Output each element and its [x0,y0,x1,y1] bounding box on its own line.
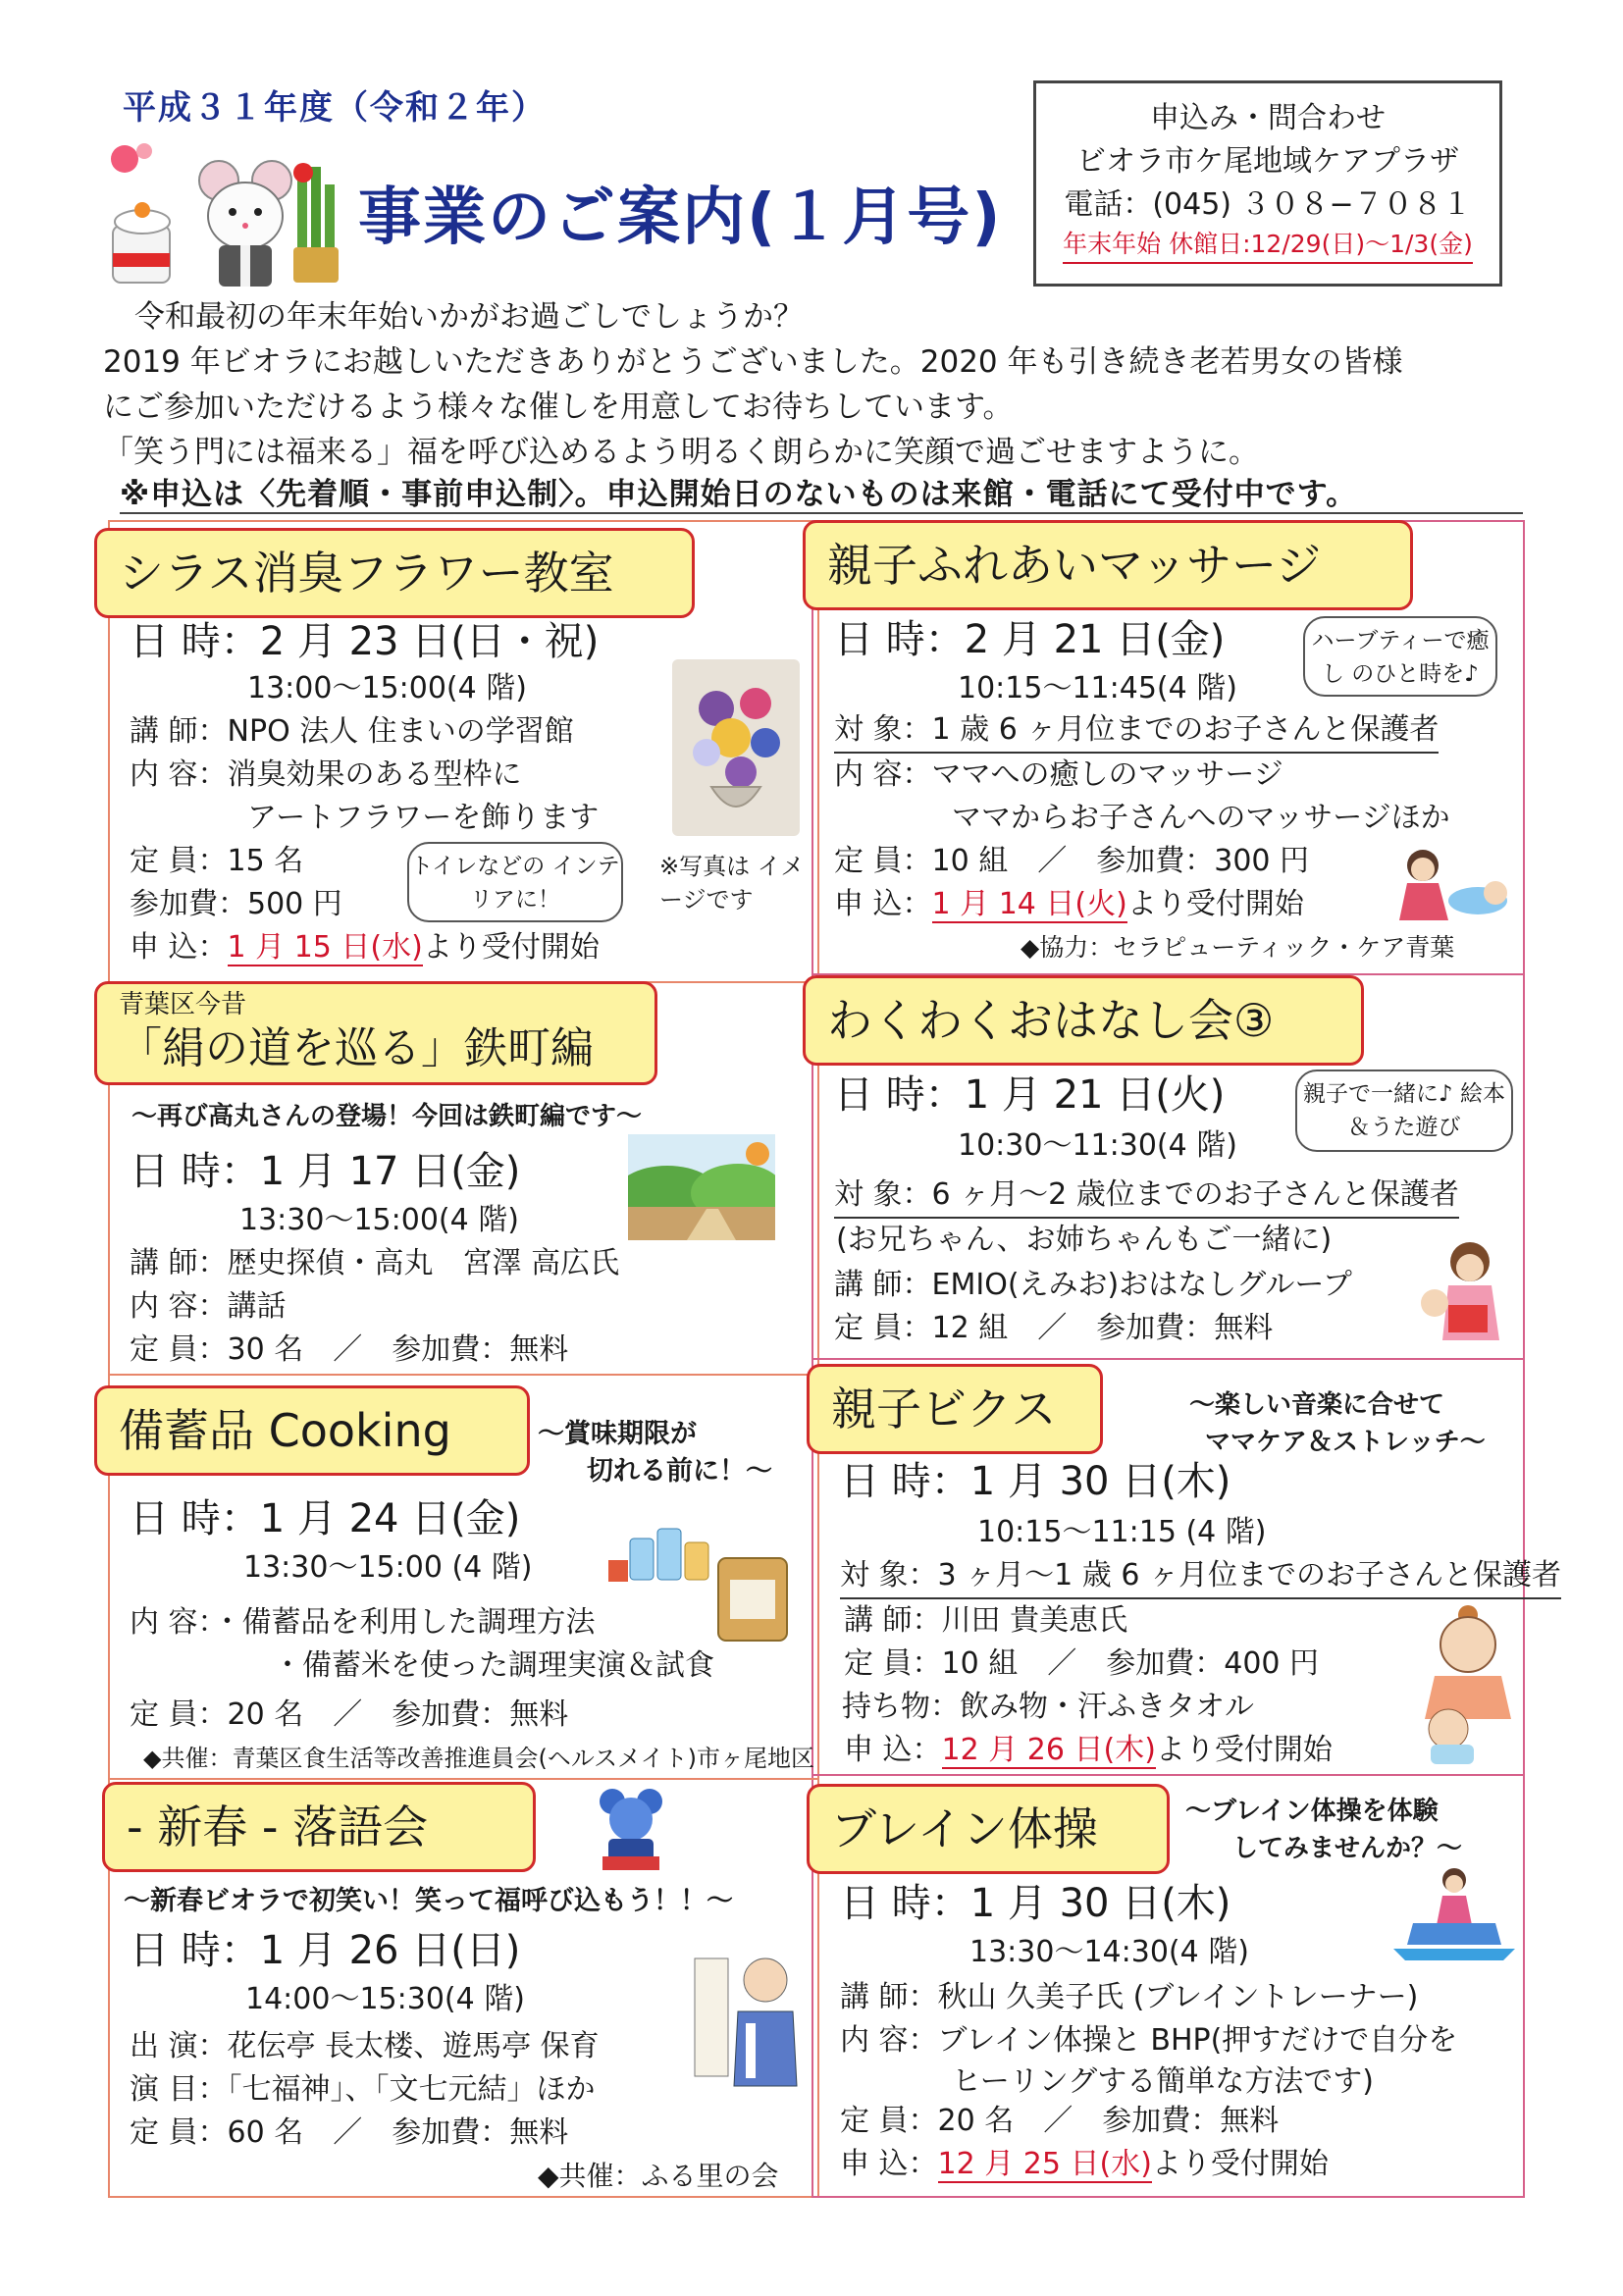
picture-book-reading-illustration [1409,1238,1515,1348]
rakugo-performer-illustration [687,1939,801,2096]
cooking-content: 内 容：・備蓄品を利用した調理方法 [130,1605,596,1640]
story-target-note: (お兄ちゃん、お姉ちゃんもご一緒に) [836,1223,1333,1257]
silk-road-title: 「絹の道を巡る」鉄町編 [119,1023,594,1073]
massage-apply [834,883,1304,926]
contact-box [1033,80,1502,287]
apply-label: 申 込： [844,1733,942,1767]
cooking-title: 備蓄品 Cooking [94,1385,530,1476]
landscape-illustration [628,1134,775,1240]
rakugo-capacity: 定 員：60 名 ／ 参加費：無料 [130,2115,569,2150]
section-divider [812,1358,1525,1360]
apply-suffix: より受付開始 [1151,2147,1329,2181]
story-date: 日 時：1 月 21 日(火) [834,1072,1226,1118]
photo-note: ※写真は イメージです [659,853,805,913]
rakugo-title: - 新春 - 落語会 [102,1782,536,1872]
massage-target: 対 象：1 歳 6 ヶ月位までのお子さんと保護者 [834,708,1439,754]
apply-label: 申 込： [130,930,228,965]
flower-arrangement-photo [672,659,800,836]
flower-apply [130,926,600,969]
silk-road-date: 日 時：1 月 17 日(金) [130,1149,521,1194]
bix-items: 持ち物：飲み物・汗ふきタオル [842,1690,1254,1724]
silk-road-subtitle: 青葉区今昔 [119,990,247,1019]
contact-heading: 申込み・問合わせ [1150,101,1386,135]
apply-date: 1 月 15 日(水) [227,930,423,965]
rakugo-performers: 出 演：花伝亭 長太楼、遊馬亭 保育 [130,2029,600,2063]
application-note: ※申込は〈先着順・事前申込制〉。申込開始日のないものは来館・電話にて受付中です。 [120,477,1358,512]
bix-tagline-2: ママケア＆ストレッチ〜 [1205,1428,1486,1457]
flower-content-2: アートフラワーを飾ります [247,801,600,835]
rakugo-time: 14:00〜15:30(4 階) [245,1982,525,2016]
brain-time: 13:30〜14:30(4 階) [969,1935,1249,1969]
story-capacity: 定 員：12 組 ／ 参加費：無料 [834,1311,1274,1345]
massage-capacity: 定 員：10 組 ／ 参加費：300 円 [834,844,1310,878]
flower-capacity: 定 員：15 名 [130,844,304,878]
mother-with-baby-illustration [1413,1601,1519,1766]
flower-callout-bubble: トイレなどの インテリアに！ [407,842,623,922]
massage-cooperation: ◆協力：セラピューティック・ケア青葉 [1021,933,1455,962]
massage-title: 親子ふれあいマッサージ [803,520,1413,610]
contact-facility: ビオラ市ケ尾地域ケアプラザ [1076,144,1459,179]
brain-tagline: 〜ブレイン体操を体験 [1185,1797,1439,1826]
silk-road-title-box [94,981,657,1085]
brain-exercise-title: ブレイン体操 [807,1784,1170,1874]
apply-suffix: より受付開始 [1126,887,1304,921]
massage-time: 10:15〜11:45(4 階) [958,671,1237,705]
story-time-title: わくわくおはなし会③ [803,975,1364,1066]
story-lecturer: 講 師：EMIO(えみお)おはなしグループ [834,1268,1352,1302]
section-divider [108,1778,819,1780]
yoga-pose-illustration [1393,1864,1515,1962]
cooking-date: 日 時：1 月 24 日(金) [130,1496,521,1541]
story-time: 10:30〜11:30(4 階) [958,1128,1237,1163]
story-target: 対 象：6 ヶ月〜2 歳位までのお子さんと保護者 [834,1174,1459,1219]
apply-date: 1 月 14 日(火) [931,887,1127,921]
intro-line: 2019 年ビオラにお越しいただきありがとうございました。2020 年も引き続き老若男女の皆様 [103,344,1403,380]
flower-fee: 参加費：500 円 [130,887,342,921]
brain-capacity: 定 員：20 名 ／ 参加費：無料 [840,2104,1280,2138]
flower-lecturer: 講 師：NPO 法人 住まいの学習館 [130,714,574,749]
cooking-tagline: 〜賞味期限が [538,1419,697,1449]
section-divider [812,1774,1525,1776]
brain-content: 内 容：ブレイン体操と BHP(押すだけで自分を [840,2023,1458,2058]
divider [120,512,1523,514]
rakugo-tagline: 〜新春ビオラで初笑い！笑って福呼び込もう！！〜 [124,1886,733,1916]
intro-line: にご参加いただけるよう様々な催しを用意してお待ちしています。 [103,390,1014,425]
new-year-mouse-illustration [103,137,339,294]
rakugo-program: 演 目：「七福神」、「文七元結」ほか [130,2072,596,2107]
flower-time: 13:00〜15:00(4 階) [247,671,527,705]
massage-content-2: ママからお子さんへのマッサージほか [952,801,1450,835]
intro-line: 令和最初の年末年始いかがお過ごしでしょうか？ [134,299,804,335]
stockpile-food-illustration [599,1519,805,1644]
apply-suffix: より受付開始 [422,930,600,965]
section-divider [108,1374,819,1376]
bix-tagline: 〜楽しい音楽に合せて [1189,1390,1445,1420]
cooking-tagline-2: 切れる前に！〜 [587,1456,772,1487]
apply-date: 12 月 25 日(水) [937,2147,1152,2181]
flower-class-title: シラス消臭フラワー教室 [94,528,695,618]
bix-lecturer: 講 師：川田 貴美恵氏 [844,1603,1128,1638]
apply-suffix: より受付開始 [1155,1733,1333,1767]
flower-date: 日 時：2 月 23 日(日・祝) [130,619,600,664]
brain-content-2: ヒーリングする簡単な方法です) [952,2064,1374,2099]
story-callout-bubble: 親子で一緒に♪ 絵本＆うた遊び [1295,1070,1513,1152]
cooking-time: 13:30〜15:00 (4 階) [243,1550,533,1585]
brain-date: 日 時：1 月 30 日(木) [840,1881,1231,1926]
page-title: 事業のご案内(１月号) [358,182,1003,254]
contact-phone[interactable]: 電話：(045) ３０８−７０８１ [1064,187,1472,222]
massage-callout-bubble: ハーブティーで癒し のひと時を♪ [1303,616,1497,697]
brain-lecturer: 講 師：秋山 久美子氏 (ブレイントレーナー) [840,1980,1419,2014]
cooking-cohost: ◆共催：青葉区食生活等改善推進員会(ヘルスメイト)市ヶ尾地区 [143,1745,814,1772]
bix-apply [844,1729,1333,1772]
rakugo-cohost: ◆共催：ふる里の会 [538,2160,779,2192]
fiscal-year-label: 平成３１年度（令和２年） [123,88,547,128]
apply-date: 12 月 26 日(木) [941,1733,1156,1767]
silk-road-time: 13:30〜15:00(4 階) [239,1203,519,1237]
intro-text [103,294,1536,475]
massage-content: 内 容：ママへの癒しのマッサージ [834,757,1283,792]
silk-road-content: 内 容：講話 [130,1289,287,1324]
apply-label: 申 込： [834,887,932,921]
parent-child-bix-title: 親子ビクス [807,1364,1103,1454]
holiday-closure-notice: 年末年始 休館日:12/29(日)〜1/3(金) [1063,227,1473,264]
bix-target: 対 象：3 ヶ月〜1 歳 6 ヶ月位までのお子さんと保護者 [840,1554,1561,1599]
bix-time: 10:15〜11:15 (4 階) [977,1515,1267,1549]
brain-tagline-2: してみませんか？〜 [1232,1834,1463,1863]
silk-road-tagline: 〜再び高丸さんの登場！今回は鉄町編です〜 [131,1102,643,1131]
silk-road-lecturer: 講 師：歴史探偵・高丸 宮澤 高広氏 [130,1246,620,1280]
brain-apply [840,2143,1329,2186]
mouse-mascot-illustration [597,1786,665,1872]
silk-road-capacity: 定 員：30 名 ／ 参加費：無料 [130,1332,569,1367]
flower-content: 内 容：消臭効果のある型枠に [130,757,522,792]
cooking-capacity: 定 員：20 名 ／ 参加費：無料 [130,1697,569,1732]
massage-date: 日 時：2 月 21 日(金) [834,617,1226,662]
cooking-content-2: ・備蓄米を使った調理実演＆試食 [273,1648,714,1683]
apply-label: 申 込： [840,2147,938,2181]
rakugo-date: 日 時：1 月 26 日(日) [130,1928,521,1973]
intro-line: 「笑う門には福来る」福を呼び込めるよう明るく朗らかに笑顔で過ごせますように。 [103,435,1259,470]
mother-baby-massage-illustration [1393,844,1511,922]
bix-capacity: 定 員：10 組 ／ 参加費：400 円 [844,1646,1320,1681]
bix-date: 日 時：1 月 30 日(木) [840,1459,1231,1504]
